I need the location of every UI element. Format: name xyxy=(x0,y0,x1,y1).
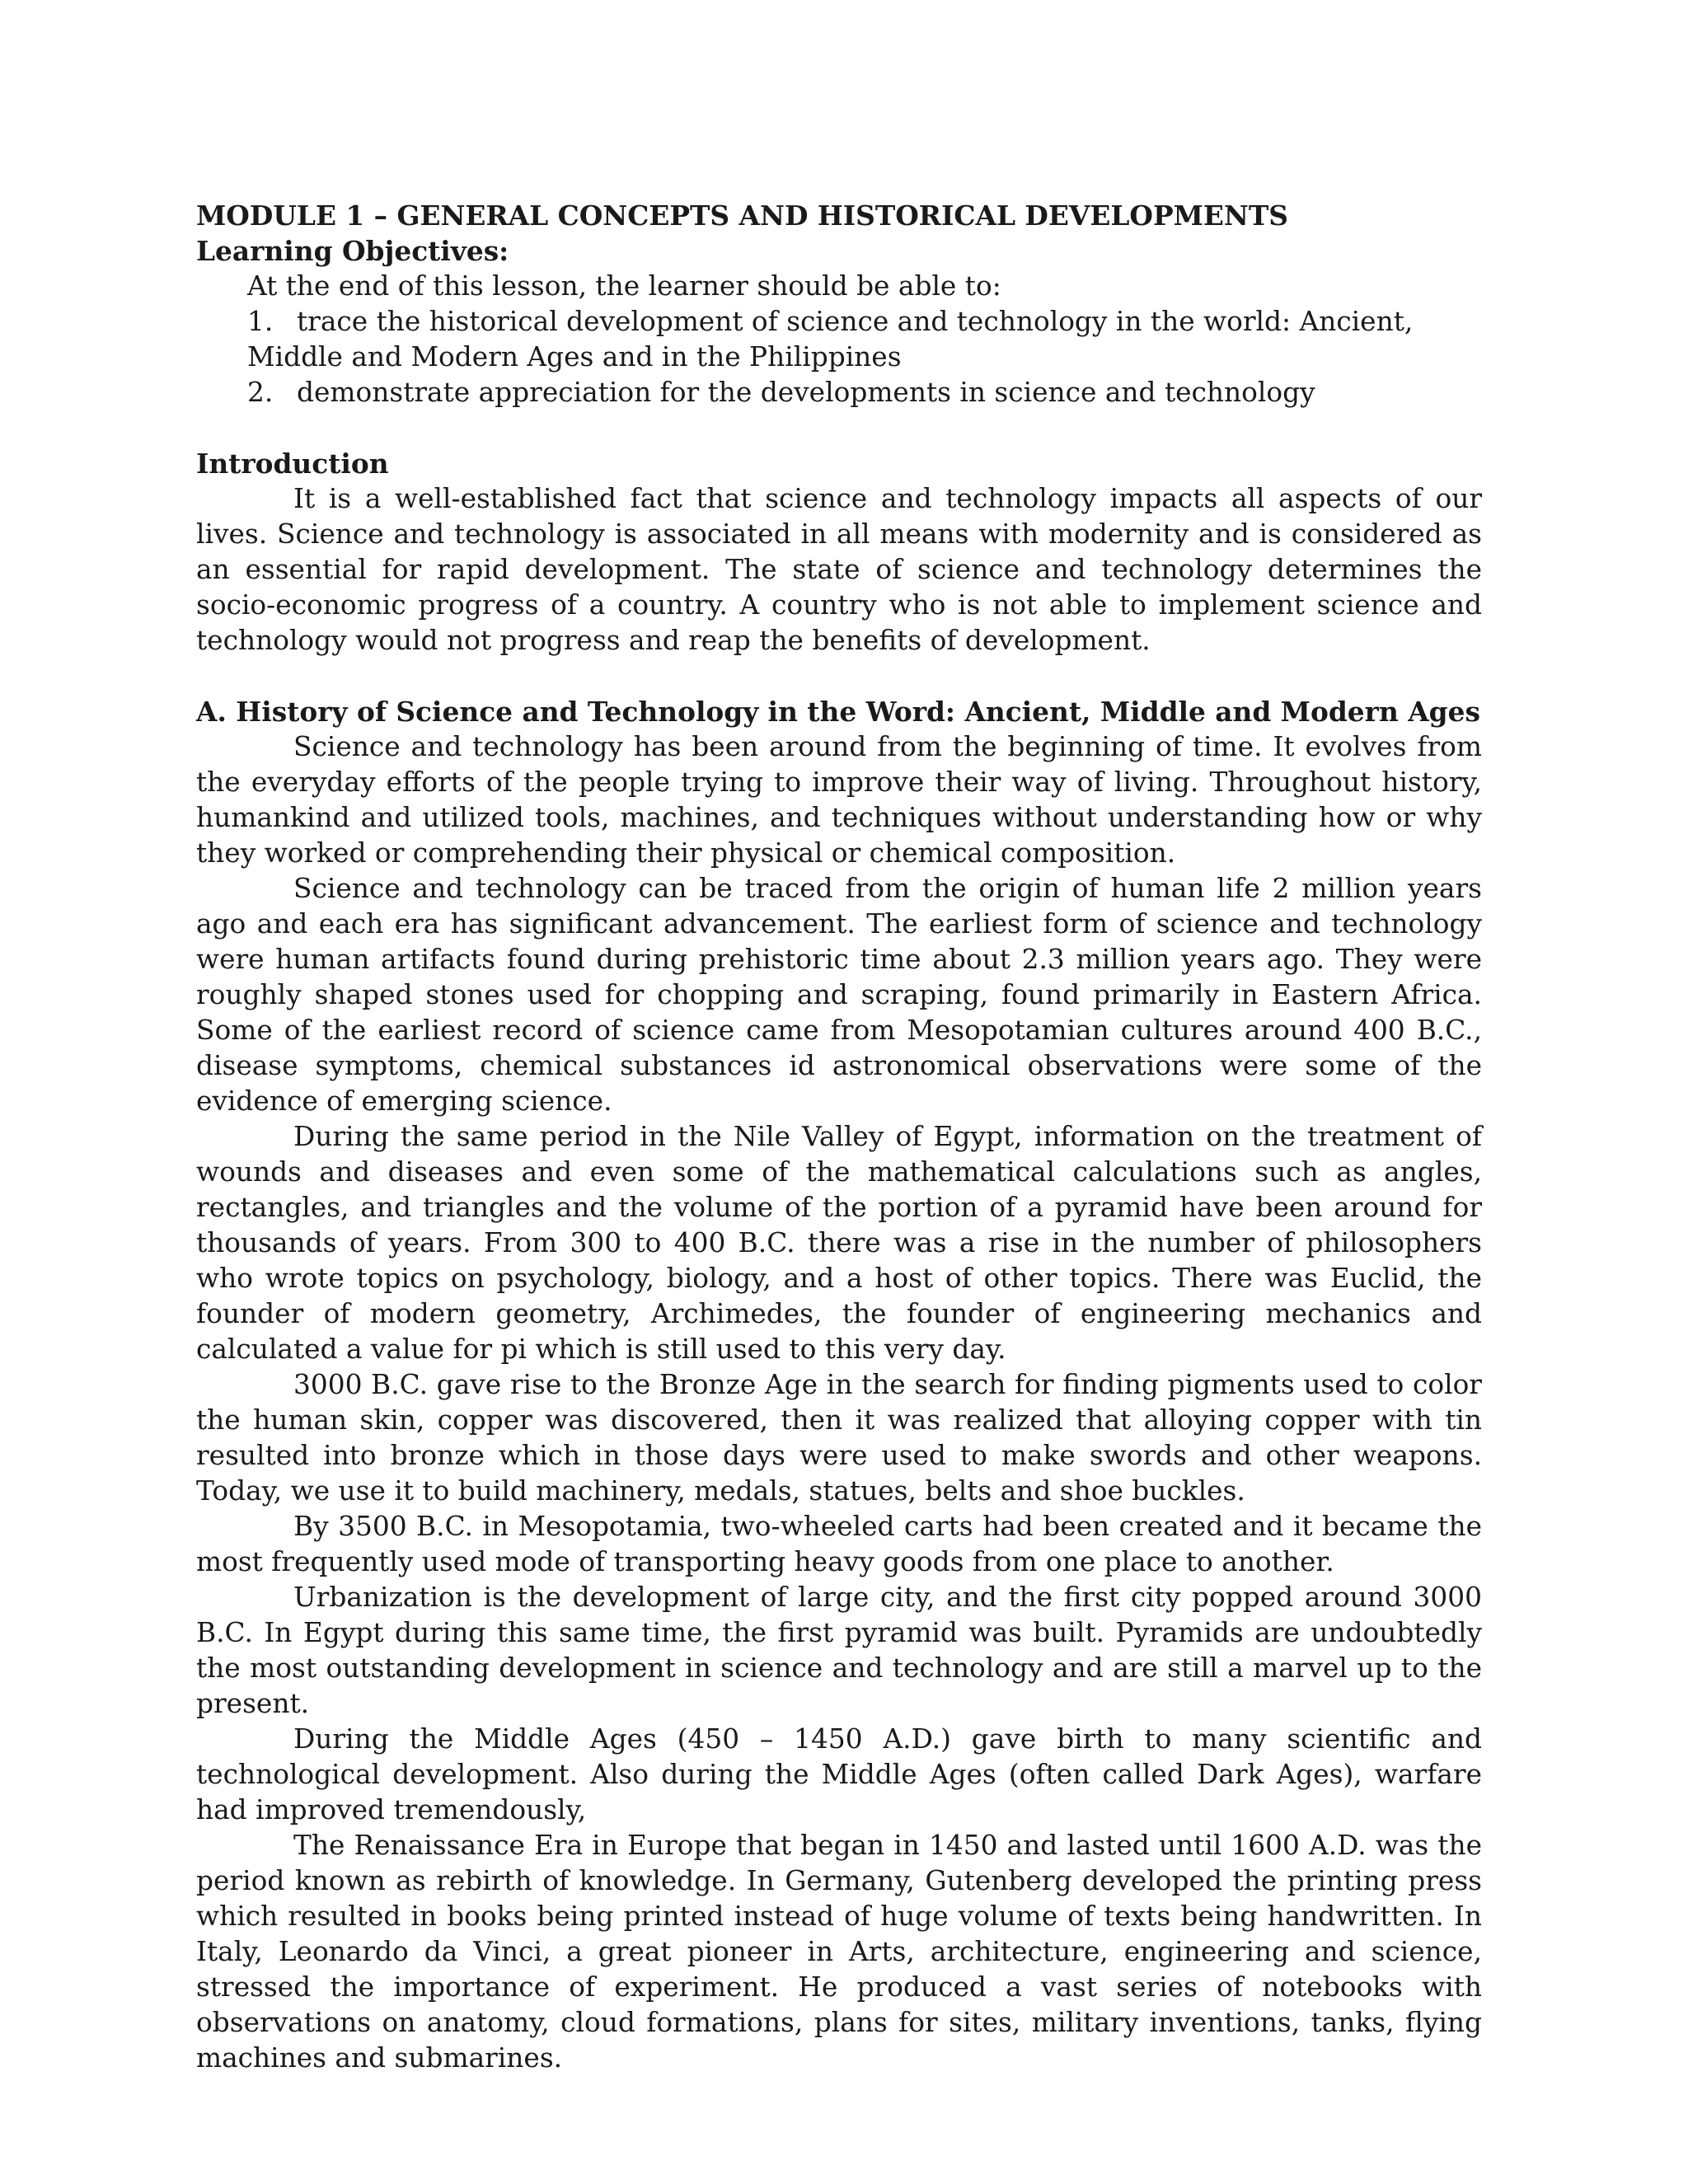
section-a-paragraph: Science and technology can be traced from the origin of human life 2 million years ago and each era has significant advancement. The earliest form of science and technology were human artifacts found during prehistoric time about 2.3 million years ago. They were roughly shaped stones used for chopping and scraping, found primarily in Eastern Africa. Some of the earliest record of science came from Mesopotamian cultures around 400 B.C., disease symptoms, chemical substances id astronomical observations were some of the evidence of emerging science. xyxy=(196,873,1482,1117)
objectives-heading: Learning Objectives: xyxy=(196,235,509,267)
objectives-list xyxy=(247,304,1482,410)
introduction-heading: Introduction xyxy=(196,448,389,480)
section-spacer xyxy=(196,658,1482,694)
introduction-paragraph: It is a well-established fact that science and technology impacts all aspects of our lives. Science and technology is associated in all means with modernity and is considered as an essential for rapid development. The state of science and technology determines the socio-economic progress of a country. A country who is not able to implement science and technology would not progress and reap the benefits of development. xyxy=(196,483,1482,656)
section-a-paragraph: Science and technology has been around from the beginning of time. It evolves from the everyday efforts of the people trying to improve their way of living. Throughout history, humankind and utilized tools, machines, and techniques without understanding how or why they worked or comprehending their physical or chemical composition. xyxy=(196,731,1482,869)
section-a-paragraph: The Renaissance Era in Europe that began in 1450 and lasted until 1600 A.D. was the period known as rebirth of knowledge. In Germany, Gutenberg developed the printing press which resulted in books being printed instead of huge volume of texts being handwritten. In Italy, Leonardo da Vinci, a great pioneer in Arts, architecture, engineering and science, stressed the importance of experiment. He produced a vast series of notebooks with observations on anatomy, cloud formations, plans for sites, military inventions, tanks, flying machines and submarines. xyxy=(196,1830,1482,2074)
section-a-paragraph: Urbanization is the development of large city, and the first city popped around 3000 B.C. In Egypt during this same time, the first pyramid was built. Pyramids are undoubtedly the most outstanding development in science and technology and are still a marvel up to the present. xyxy=(196,1582,1482,1719)
objective-number: 1. xyxy=(247,306,274,337)
objectives-intro: At the end of this lesson, the learner should be able to: xyxy=(247,270,1001,302)
section-a-paragraph: 3000 B.C. gave rise to the Bronze Age in the search for finding pigments used to color the human skin, copper was discovered, then it was realized that alloying copper with tin resulted into bronze which in those days were used to make swords and other weapons. Today, we use it to build machinery, medals, statues, belts and shoe buckles. xyxy=(196,1369,1482,1507)
objective-item xyxy=(247,304,1482,375)
section-a-paragraph: During the same period in the Nile Valley of Egypt, information on the treatment of wounds and diseases and even some of the mathematical calculations such as angles, rectangles, and triangles and the volume of the portion of a pyramid have been around for thousands of years. From 300 to 400 B.C. there was a rise in the number of philosophers who wrote topics on psychology, biology, and a host of other topics. There was Euclid, the founder of modern geometry, Archimedes, the founder of engineering mechanics and calculated a value for pi which is still used to this very day. xyxy=(196,1121,1482,1365)
objective-number: 2. xyxy=(247,377,274,408)
module-title: MODULE 1 – GENERAL CONCEPTS AND HISTORICAL DEVELOPMENTS xyxy=(196,199,1288,232)
objectives-block xyxy=(196,269,1482,410)
section-a-heading: A. History of Science and Technology in the Word: Ancient, Middle and Modern Ages xyxy=(196,696,1480,728)
objective-text: trace the historical development of science and technology in the world: Ancient, Middle and Modern Ages and in the Philippines xyxy=(247,306,1414,373)
document-page xyxy=(196,198,1482,2076)
section-a-paragraph: By 3500 B.C. in Mesopotamia, two-wheeled carts had been created and it became the most frequently used mode of transporting heavy goods from one place to another. xyxy=(196,1511,1482,1577)
objective-text: demonstrate appreciation for the developments in science and technology xyxy=(297,377,1315,408)
objective-item xyxy=(247,375,1482,410)
section-spacer xyxy=(196,410,1482,446)
section-a-paragraph: During the Middle Ages (450 – 1450 A.D.) gave birth to many scientific and technological development. Also during the Middle Ages (often called Dark Ages), warfare had improved tremendously, xyxy=(196,1723,1482,1825)
